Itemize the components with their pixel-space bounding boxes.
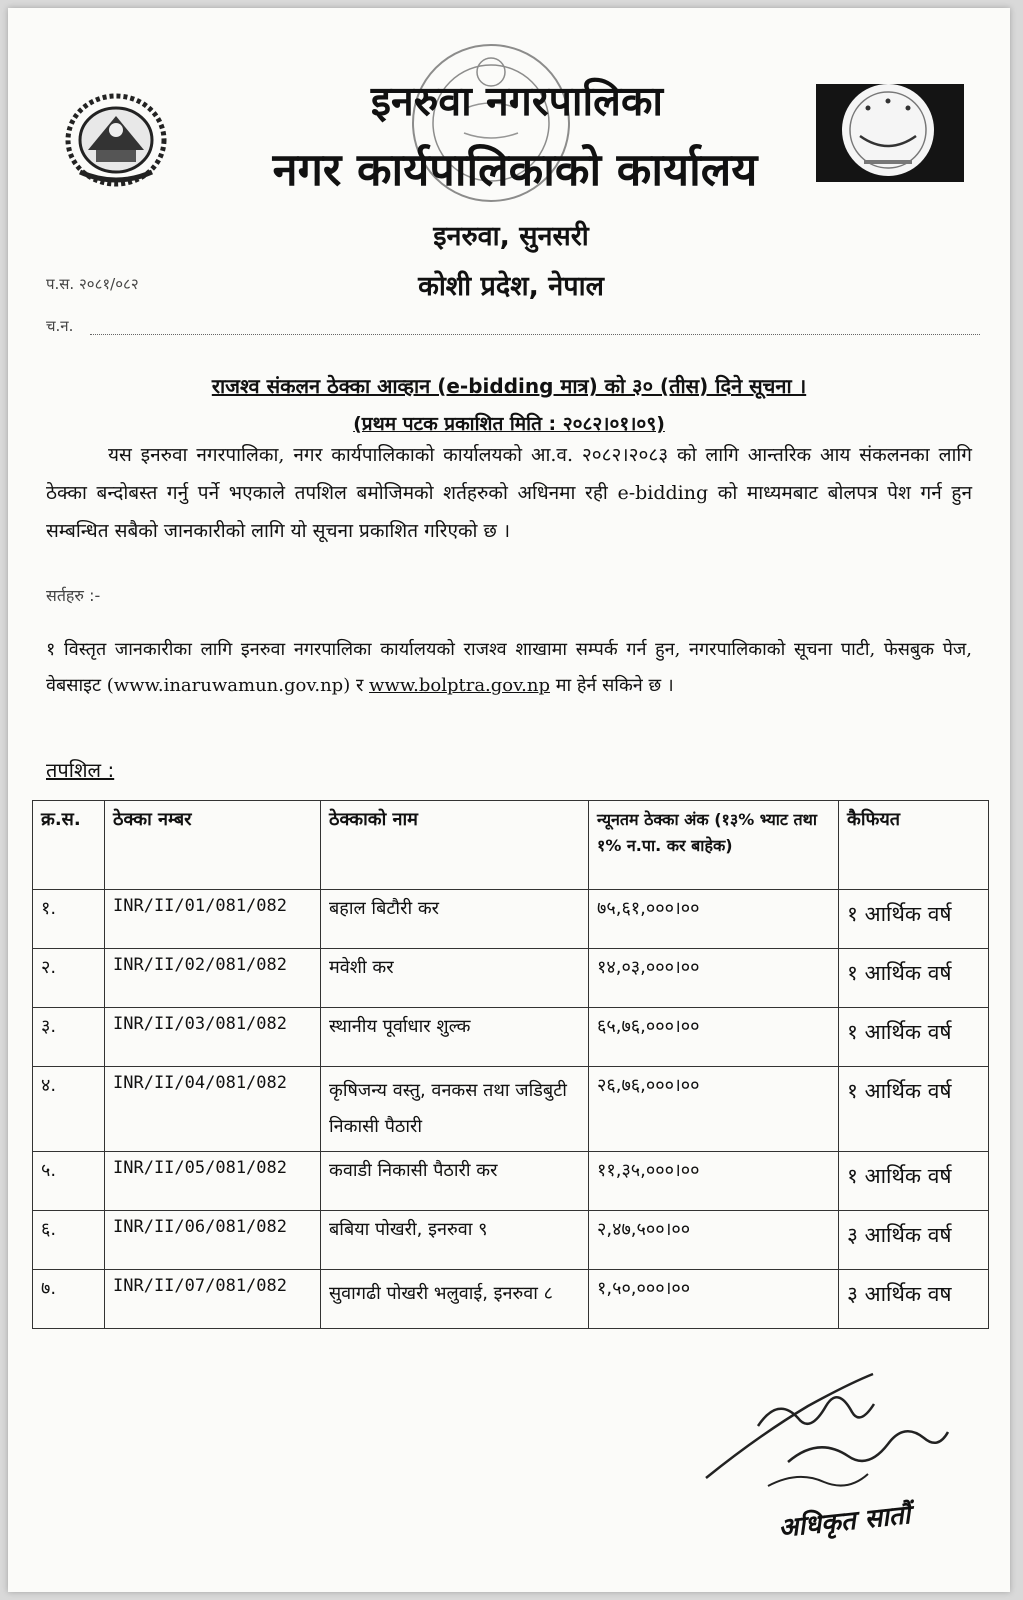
cell-contract-number: INR/II/06/081/082 — [105, 1211, 321, 1270]
cell-contract-name: मवेशी कर — [321, 949, 589, 1008]
cell-contract-number: INR/II/05/081/082 — [105, 1152, 321, 1211]
schedule-heading: तपशिल : — [46, 758, 115, 782]
cell-contract-number: INR/II/07/081/082 — [105, 1270, 321, 1329]
cell-sn: ६. — [33, 1211, 105, 1270]
cell-contract-name: कृषिजन्य वस्तु, वनकस तथा जडिबुटी निकासी पैठारी — [321, 1067, 589, 1152]
cell-minimum-amount: २६,७६,०००।०० — [589, 1067, 839, 1152]
municipality-name: इनरुवा नगरपालिका — [370, 77, 664, 125]
reference-divider — [90, 334, 980, 335]
notice-title: राजश्व संकलन ठेक्का आव्हान (e-bidding मात्र) को ३० (तीस) दिने सूचना । — [211, 374, 807, 398]
term-item-1 — [46, 632, 972, 704]
cell-remarks: १ आर्थिक वर्ष — [839, 1008, 989, 1067]
cell-contract-number: INR/II/03/081/082 — [105, 1008, 321, 1067]
cell-sn: ४. — [33, 1067, 105, 1152]
cell-minimum-amount: ७५,६१,०००।०० — [589, 890, 839, 949]
cell-sn: ५. — [33, 1152, 105, 1211]
cell-contract-name: सुवागढी पोखरी भलुवाई, इनरुवा ८ — [321, 1270, 589, 1329]
notice-document — [8, 8, 1010, 1592]
table-row — [33, 1067, 989, 1152]
table-row — [33, 890, 989, 949]
cell-remarks: ३ आर्थिक वष — [839, 1270, 989, 1329]
table-row — [33, 1152, 989, 1211]
cell-sn: १. — [33, 890, 105, 949]
table-row — [33, 1270, 989, 1329]
term-item-1-tail: मा हेर्न सकिने छ । — [550, 675, 674, 696]
cell-contract-name: स्थानीय पूर्वाधार शुल्क — [321, 1008, 589, 1067]
cell-minimum-amount: १४,०३,०००।०० — [589, 949, 839, 1008]
signatory-designation: अधिकृत सातौं — [777, 1500, 912, 1544]
cell-minimum-amount: १,५०,०००।०० — [589, 1270, 839, 1329]
table-header-row — [33, 801, 989, 890]
cell-minimum-amount: २,४७,५००।०० — [589, 1211, 839, 1270]
cell-contract-number: INR/II/02/081/082 — [105, 949, 321, 1008]
cell-remarks: १ आर्थिक वर्ष — [839, 890, 989, 949]
cell-sn: ७. — [33, 1270, 105, 1329]
table-row — [33, 1211, 989, 1270]
col-header-contract-name: ठेक्काको नाम — [321, 801, 589, 890]
cell-remarks: १ आर्थिक वर्ष — [839, 1067, 989, 1152]
cell-remarks: ३ आर्थिक वर्ष — [839, 1211, 989, 1270]
cell-contract-name: बहाल बिटौरी कर — [321, 890, 589, 949]
notice-published-date: (प्रथम पटक प्रकाशित मिति : २०८२।०१।०९) — [353, 413, 665, 435]
cell-contract-number: INR/II/04/081/082 — [105, 1067, 321, 1152]
office-name: नगर कार्यपालिकाको कार्यालय — [272, 143, 758, 196]
office-province: कोशी प्रदेश, नेपाल — [418, 271, 604, 302]
col-header-remarks: कैफियत — [839, 801, 989, 890]
bolpatra-link[interactable]: www.bolptra.gov.np — [369, 675, 550, 696]
notice-body: यस इनरुवा नगरपालिका, नगर कार्यपालिकाको कार्यालयको आ.व. २०८२।२०८३ को लागि आन्तरिक आय संकलनका लागि ठेक्का बन्दोबस्त गर्नु पर्ने भएकाले तपशिल बमोजिमको शर्तहरुको अधिनमा रही e-bidding को माध्यमबाट बोलपत्र पेश गर्न हुन सम्बन्धित सबैको जानकारीको लागि यो सूचना प्रकाशित गरिएको छ । — [46, 444, 972, 542]
cell-minimum-amount: ११,३५,०००।०० — [589, 1152, 839, 1211]
table-row — [33, 949, 989, 1008]
cell-contract-number: INR/II/01/081/082 — [105, 890, 321, 949]
col-header-contract-number: ठेक्का नम्बर — [105, 801, 321, 890]
cell-contract-name: बबिया पोखरी, इनरुवा ९ — [321, 1211, 589, 1270]
cell-sn: ३. — [33, 1008, 105, 1067]
term-item-1-text: १ विस्तृत जानकारीका लागि इनरुवा नगरपालिका कार्यालयको राजश्व शाखामा सम्पर्क गर्न हुन, नगरपालिकाको सूचना पाटी, फेसबुक पेज, वेबसाइट (www.inaruwamun.gov.np) र — [46, 639, 972, 696]
contract-table — [32, 800, 989, 1329]
col-header-sn: क्र.स. — [33, 801, 105, 890]
cell-contract-name: कवाडी निकासी पैठारी कर — [321, 1152, 589, 1211]
col-header-minimum-amount: न्यूनतम ठेक्का अंक (१३% भ्याट तथा १% न.पा. कर बाहेक) — [589, 801, 839, 890]
cell-minimum-amount: ६५,७६,०००।०० — [589, 1008, 839, 1067]
cell-remarks: १ आर्थिक वर्ष — [839, 1152, 989, 1211]
office-location: इनरुवा, सुनसरी — [433, 221, 589, 252]
cell-remarks: १ आर्थिक वर्ष — [839, 949, 989, 1008]
table-row — [33, 1008, 989, 1067]
letter-number: प.स. २०८१/०८२ — [46, 275, 139, 293]
dispatch-number: च.न. — [46, 317, 74, 335]
cell-sn: २. — [33, 949, 105, 1008]
terms-heading: सर्तहरु :- — [46, 586, 101, 605]
